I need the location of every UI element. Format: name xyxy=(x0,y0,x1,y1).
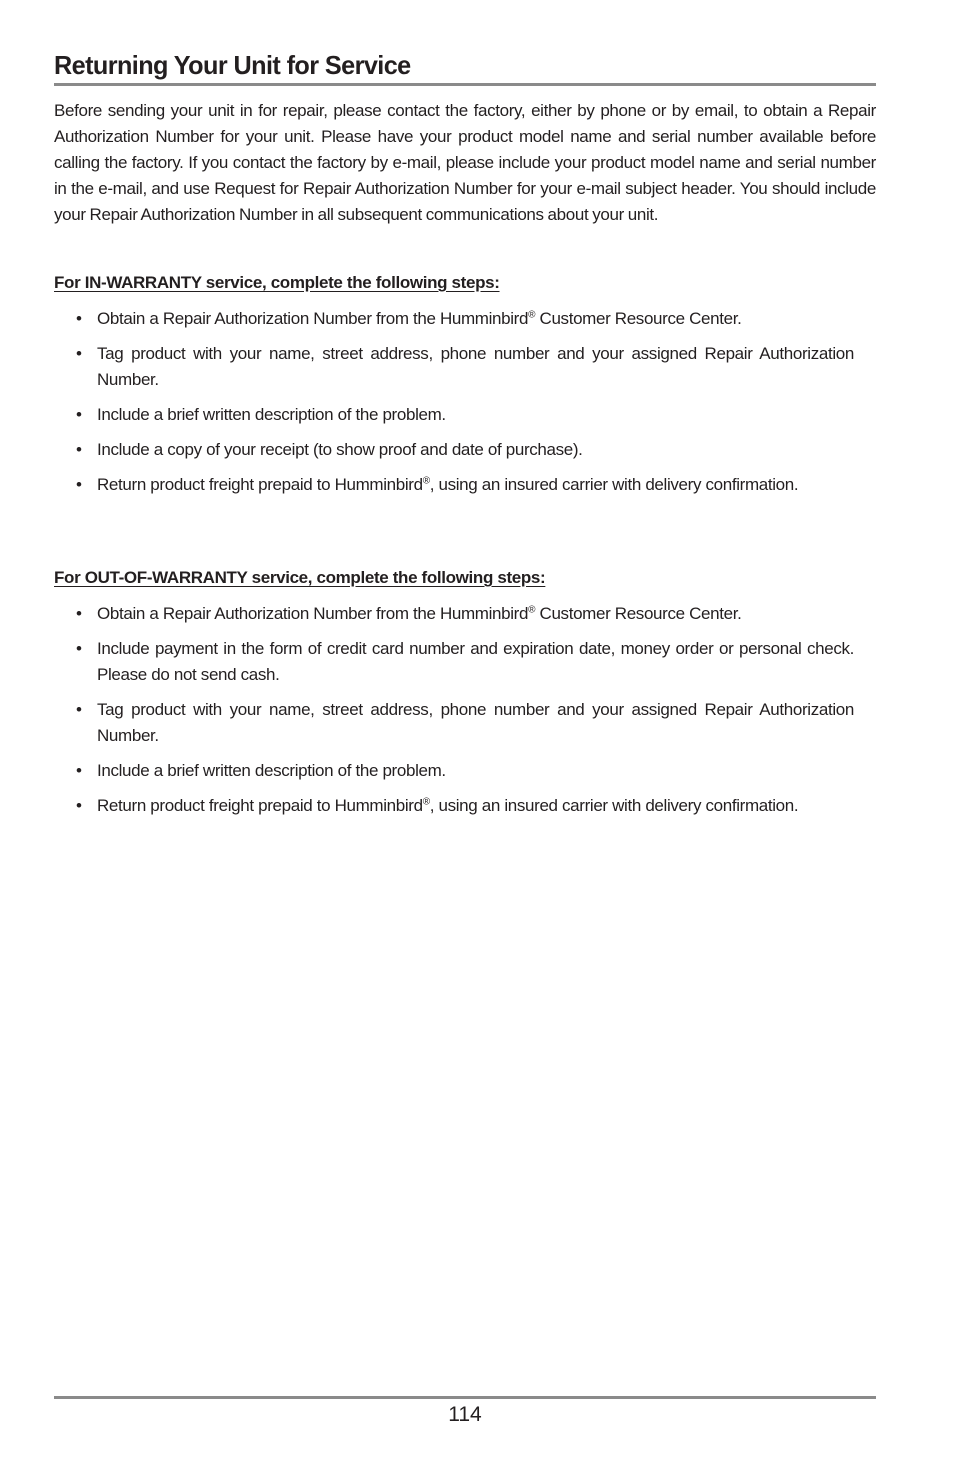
in-warranty-heading: For IN-WARRANTY service, complete the following steps: xyxy=(54,273,500,292)
bullet-icon: • xyxy=(76,639,82,658)
list-item: • Return product freight prepaid to Humminbird®, using an insured carrier with delivery confirmation. xyxy=(76,793,854,819)
bullet-icon: • xyxy=(76,700,82,719)
bullet-icon: • xyxy=(76,761,82,780)
page-number: 114 xyxy=(448,1403,482,1426)
bullet-icon: • xyxy=(76,405,82,424)
registered-mark: ® xyxy=(528,604,536,616)
list-item: • Include a copy of your receipt (to show proof and date of purchase). xyxy=(76,437,854,463)
out-of-warranty-steps xyxy=(76,601,854,828)
registered-mark: ® xyxy=(422,796,430,808)
title-divider xyxy=(54,83,876,86)
bullet-icon: • xyxy=(76,309,82,328)
intro-paragraph: Before sending your unit in for repair, please contact the factory, either by phone or by email, to obtain a Repair Authorization Number for your unit. Please have your product model name and serial number available before calling the factory. If you contact the factory by e-mail, please include your product model name and serial number in the e-mail, and use Request for Repair Authorization Number for your e-mail subject header. You should include your Repair Authorization Number in all subsequent communications about your unit. xyxy=(54,101,876,224)
list-item: • Include payment in the form of credit card number and expiration date, money order or personal check. Please do not send cash. xyxy=(76,636,854,688)
bullet-icon: • xyxy=(76,796,82,815)
bullet-icon: • xyxy=(76,604,82,623)
list-item: • Obtain a Repair Authorization Number from the Humminbird® Customer Resource Center. xyxy=(76,306,854,332)
list-item: • Include a brief written description of the problem. xyxy=(76,758,854,784)
list-item: • Include a brief written description of the problem. xyxy=(76,402,854,428)
bullet-icon: • xyxy=(76,475,82,494)
out-of-warranty-heading: For OUT-OF-WARRANTY service, complete the following steps: xyxy=(54,568,546,587)
list-item: • Tag product with your name, street address, phone number and your assigned Repair Authorization Number. xyxy=(76,697,854,749)
bullet-icon: • xyxy=(76,344,82,363)
in-warranty-steps xyxy=(76,306,854,507)
page-title: Returning Your Unit for Service xyxy=(54,50,411,80)
list-item: • Obtain a Repair Authorization Number from the Humminbird® Customer Resource Center. xyxy=(76,601,854,627)
list-item: • Tag product with your name, street address, phone number and your assigned Repair Authorization Number. xyxy=(76,341,854,393)
list-item: • Return product freight prepaid to Humminbird®, using an insured carrier with delivery confirmation. xyxy=(76,472,854,498)
registered-mark: ® xyxy=(422,475,430,487)
registered-mark: ® xyxy=(528,309,536,321)
bullet-icon: • xyxy=(76,440,82,459)
footer-divider xyxy=(54,1396,876,1399)
